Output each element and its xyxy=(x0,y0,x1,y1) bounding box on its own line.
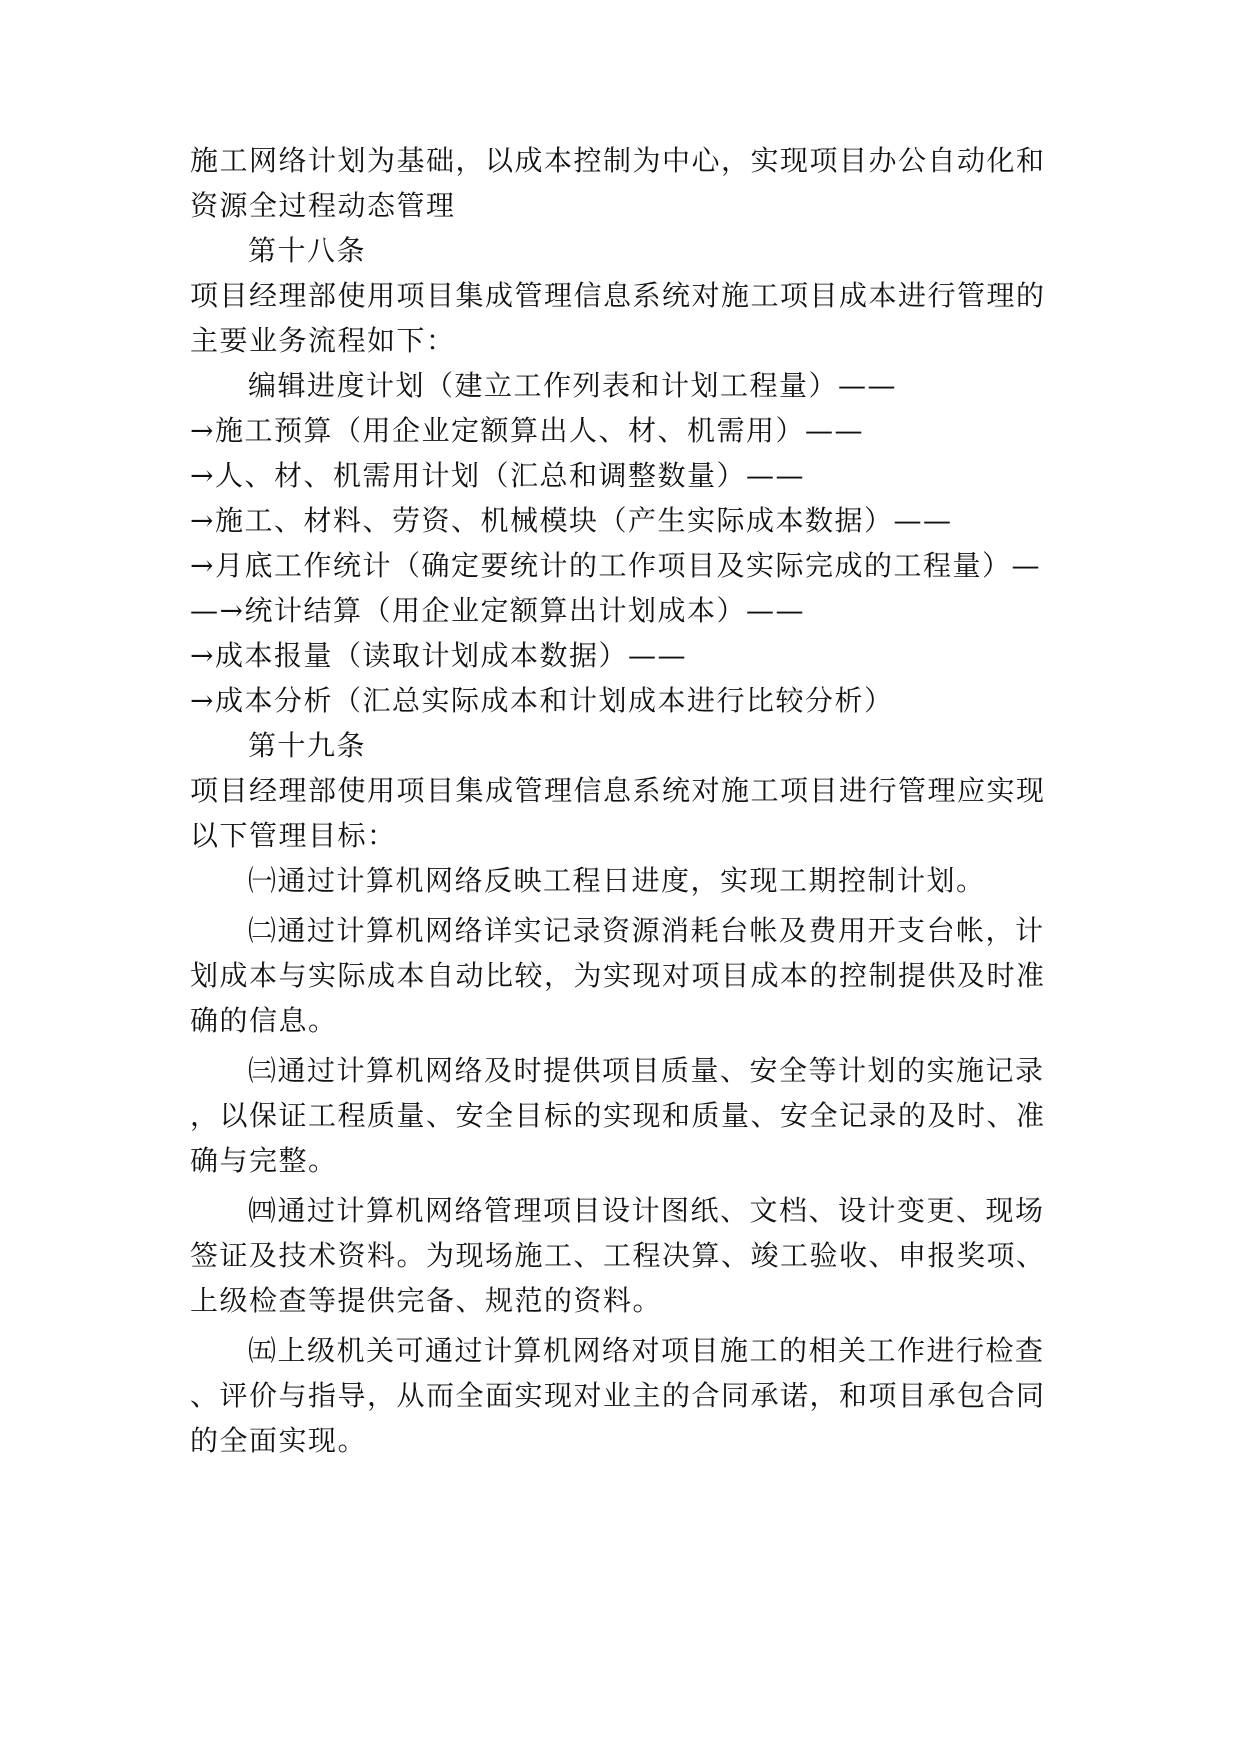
text-line: 施工网络计划为基础，以成本控制为中心，实现项目办公自动化和 xyxy=(190,144,1046,177)
goal-item: ㈡通过计算机网络详实记录资源消耗台帐及费用开支台帐，计 xyxy=(248,914,1045,947)
text-line: 签证及技术资料。为现场施工、工程决算、竣工验收、申报奖项、 xyxy=(190,1239,1046,1272)
text-line: 的全面实现。 xyxy=(190,1424,368,1457)
text-line: 项目经理部使用项目集成管理信息系统对施工项目进行管理应实现 xyxy=(190,774,1046,807)
text-line: 主要业务流程如下： xyxy=(190,324,456,357)
flow-step: →施工预算（用企业定额算出人、材、机需用）—— xyxy=(190,414,864,447)
flow-step: —→统计结算（用企业定额算出计划成本）—— xyxy=(190,594,805,627)
text-line: 划成本与实际成本自动比较，为实现对项目成本的控制提供及时准 xyxy=(190,959,1046,992)
text-line: 确的信息。 xyxy=(190,1004,338,1037)
text-line: 以下管理目标： xyxy=(190,819,397,852)
goal-item: ㈢通过计算机网络及时提供项目质量、安全等计划的实施记录 xyxy=(248,1054,1045,1087)
flow-step: →成本分析（汇总实际成本和计划成本进行比较分析） xyxy=(190,684,894,717)
text-line: 资源全过程动态管理 xyxy=(190,189,456,222)
goal-item: ㈤上级机关可通过计算机网络对项目施工的相关工作进行检查 xyxy=(248,1334,1045,1367)
article-heading: 第十九条 xyxy=(248,729,367,762)
flow-step: 编辑进度计划（建立工作列表和计划工程量）—— xyxy=(248,369,898,402)
text-line: 确与完整。 xyxy=(190,1144,338,1177)
flow-step: →成本报量（读取计划成本数据）—— xyxy=(190,639,687,672)
article-heading: 第十八条 xyxy=(248,234,367,267)
text-line: 、评价与指导，从而全面实现对业主的合同承诺，和项目承包合同 xyxy=(190,1379,1046,1412)
goal-item: ㈣通过计算机网络管理项目设计图纸、文档、设计变更、现场 xyxy=(248,1194,1045,1227)
goal-item: ㈠通过计算机网络反映工程日进度，实现工期控制计划。 xyxy=(248,864,986,897)
text-line: 上级检查等提供完备、规范的资料。 xyxy=(190,1284,663,1317)
text-line: ，以保证工程质量、安全目标的实现和质量、安全记录的及时、准 xyxy=(190,1099,1046,1132)
text-line: 项目经理部使用项目集成管理信息系统对施工项目成本进行管理的 xyxy=(190,279,1046,312)
flow-step: →月底工作统计（确定要统计的工作项目及实际完成的工程量）— xyxy=(190,549,1041,582)
flow-step: →施工、材料、劳资、机械模块（产生实际成本数据）—— xyxy=(190,504,953,537)
flow-step: →人、材、机需用计划（汇总和调整数量）—— xyxy=(190,459,805,492)
